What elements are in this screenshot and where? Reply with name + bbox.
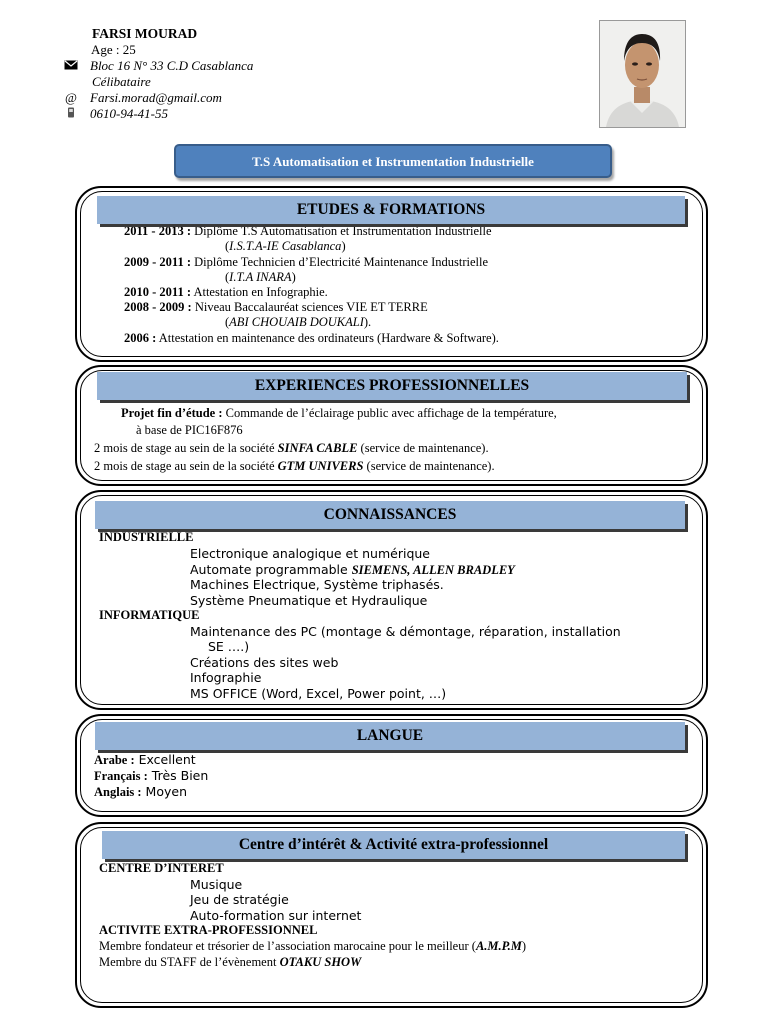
- centre-interet-item-3: Auto-formation sur internet: [190, 908, 362, 923]
- envelope-icon: [63, 58, 79, 74]
- langue-item-2-lang: Français :: [94, 769, 148, 783]
- projet-line-2: à base de PIC16F876: [136, 423, 243, 437]
- informatique-item-2: Créations des sites web: [190, 655, 339, 670]
- etudes-item-2-years: 2009 - 2011 :: [124, 255, 192, 269]
- informatique-item-4: MS OFFICE (Word, Excel, Power point, …): [190, 686, 447, 701]
- interets-heading: Centre d’intérêt & Activité extra-professionnel: [102, 831, 685, 859]
- langue-item-3-lang: Anglais :: [94, 785, 142, 799]
- etudes-item-5: [124, 331, 499, 346]
- etudes-item-4-school-line: (ABI CHOUAIB DOUKALI).: [225, 315, 372, 329]
- stage-2-text: 2 mois de stage au sein de la société: [94, 459, 278, 473]
- etudes-item-1-school: I.S.T.A-IE Casablanca: [229, 239, 342, 253]
- etudes-item-3-text: Attestation en Infographie.: [191, 285, 328, 299]
- etudes-item-4-text: Niveau Baccalauréat sciences VIE ET TERRE: [191, 300, 428, 314]
- activite-item-2-event: OTAKU SHOW: [279, 955, 362, 969]
- langue-heading: LANGUE: [95, 722, 685, 750]
- stage-2-company: GTM UNIVERS: [277, 459, 364, 473]
- etudes-item-3: [124, 285, 328, 300]
- informatique-item-1: Maintenance des PC (montage & démontage, réparation, installation: [190, 624, 621, 639]
- activite-item-1: [99, 939, 526, 954]
- experiences-heading: EXPERIENCES PROFESSIONNELLES: [97, 372, 687, 400]
- centre-interet-label: CENTRE D’INTERET: [99, 861, 224, 875]
- industrielle-item-4: Système Pneumatique et Hydraulique: [190, 593, 428, 608]
- etudes-item-2-school: I.T.A INARA: [229, 270, 292, 284]
- etudes-item-4: [124, 300, 428, 315]
- activite-item-2: [99, 955, 361, 970]
- centre-interet-item-1: Musique: [190, 877, 243, 892]
- job-title-banner: T.S Automatisation et Instrumentation Industrielle: [174, 144, 612, 178]
- etudes-item-1-years: 2011 - 2013 :: [124, 224, 192, 238]
- etudes-item-3-years: 2010 - 2011 :: [124, 285, 192, 299]
- etudes-item-1: [124, 224, 492, 239]
- langue-item-1-lang: Arabe :: [94, 753, 135, 767]
- etudes-heading: ETUDES & FORMATIONS: [97, 196, 685, 224]
- marital-status: Célibataire: [92, 74, 151, 89]
- informatique-label: INFORMATIQUE: [99, 608, 200, 622]
- etudes-item-5-text: Attestation en maintenance des ordinateurs (Hardware & Software).: [156, 331, 499, 345]
- activite-label: ACTIVITE EXTRA-PROFESSIONNEL: [99, 923, 318, 937]
- email: Farsi.morad@gmail.com: [90, 90, 222, 105]
- informatique-item-1-cont: SE ….): [208, 639, 250, 654]
- profile-photo: [599, 20, 686, 128]
- projet-label: Projet fin d’étude :: [121, 406, 223, 420]
- industrielle-label: INDUSTRIELLE: [99, 530, 194, 544]
- stage-1-text: 2 mois de stage au sein de la société: [94, 441, 278, 455]
- age: Age : 25: [91, 42, 136, 57]
- etudes-item-2-school-line: (I.T.A INARA): [225, 270, 296, 284]
- etudes-item-1-text: Diplôme T.S Automatisation et Instrumentation Industrielle: [191, 224, 492, 238]
- industrielle-item-3: Machines Electrique, Système triphasés.: [190, 577, 444, 592]
- informatique-item-3: Infographie: [190, 670, 262, 685]
- langue-item-1-level: Excellent: [134, 752, 196, 767]
- stage-2: [94, 459, 495, 474]
- industrielle-item-2-text: Automate programmable: [190, 562, 352, 577]
- at-icon: @: [65, 90, 77, 105]
- langue-item-3: [94, 784, 187, 800]
- connaissances-heading: CONNAISSANCES: [95, 501, 685, 529]
- stage-2-detail: (service de maintenance).: [363, 459, 495, 473]
- activite-item-1-end: ): [521, 939, 527, 953]
- industrielle-item-2-brands: SIEMENS, ALLEN BRADLEY: [351, 563, 515, 577]
- activite-item-1-text: Membre fondateur et trésorier de l’association marocaine pour le meilleur (: [99, 939, 476, 953]
- etudes-item-2: [124, 255, 488, 270]
- etudes-item-5-years: 2006 :: [124, 331, 157, 345]
- candidate-name: FARSI MOURAD: [92, 26, 198, 41]
- langue-item-3-level: Moyen: [141, 784, 187, 799]
- industrielle-item-1: Electronique analogique et numérique: [190, 546, 430, 561]
- etudes-item-1-school-line: (I.S.T.A-IE Casablanca): [225, 239, 346, 253]
- stage-1-company: SINFA CABLE: [277, 441, 358, 455]
- stage-1-detail: (service de maintenance).: [357, 441, 489, 455]
- projet-text: Commande de l’éclairage public avec affichage de la température,: [222, 406, 557, 420]
- langue-item-1: [94, 752, 196, 768]
- langue-item-2: [94, 768, 208, 784]
- activite-item-1-acronym: A.M.P.M: [475, 939, 522, 953]
- etudes-item-4-years: 2008 - 2009 :: [124, 300, 192, 314]
- phone: 0610-94-41-55: [90, 106, 168, 121]
- address: Bloc 16 N° 33 C.D Casablanca: [90, 58, 254, 73]
- langue-item-2-level: Très Bien: [147, 768, 209, 783]
- stage-1: [94, 441, 489, 456]
- etudes-item-4-school: ABI CHOUAIB DOUKALI: [229, 315, 364, 329]
- etudes-item-2-text: Diplôme Technicien d’Electricité Maintenance Industrielle: [191, 255, 489, 269]
- projet-line: [121, 406, 557, 421]
- centre-interet-item-2: Jeu de stratégie: [190, 892, 289, 907]
- phone-icon: [63, 106, 79, 122]
- activite-item-2-text: Membre du STAFF de l’évènement: [99, 955, 280, 969]
